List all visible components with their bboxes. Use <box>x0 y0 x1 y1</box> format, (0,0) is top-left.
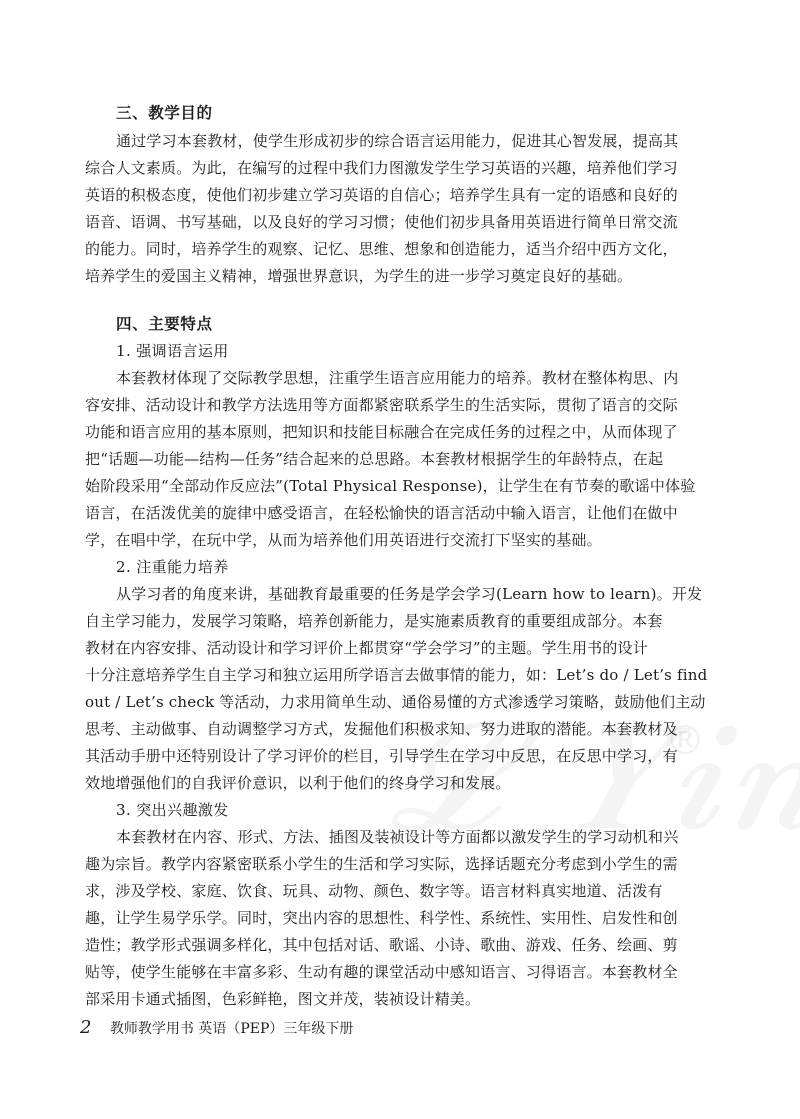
paragraph-line: 语言，在活泼优美的旋律中感受语言，在轻松愉快的语言活动中输入语言，让他们在做中 <box>85 504 678 522</box>
paragraph-line: 求，涉及学校、家庭、饮食、玩具、动物、颜色、数字等。语言材料真实地道、活泼有 <box>85 882 663 900</box>
paragraph-line: 十分注意培养学生自主学习和独立运用所学语言去做事情的能力，如：Let’s do / Let’s find <box>85 666 708 684</box>
page-footer <box>80 1018 353 1039</box>
subheading-language-use: 1. 强调语言运用 <box>116 342 229 360</box>
paragraph-line: 造性；教学形式强调多样化，其中包括对话、歌谣、小诗、歌曲、游戏、任务、绘画、剪 <box>85 936 678 954</box>
paragraph-line: 教材在内容安排、活动设计和学习评价上都贯穿“学会学习”的主题。学生用书的设计 <box>85 639 648 657</box>
paragraph-line: 始阶段采用“全部动作反应法”(Total Physical Response)，让学生在有节奏的歌谣中体验 <box>85 477 696 495</box>
book-title: 教师教学用书 英语（PEP）三年级下册 <box>109 1021 354 1037</box>
paragraph-line: 容安排、活动设计和教学方法选用等方面都紧密联系学生的生活实际，贯彻了语言的交际 <box>85 396 678 414</box>
paragraph-line: 综合人文素质。为此，在编写的过程中我们力图激发学生学习英语的兴趣，培养他们学习 <box>85 159 678 177</box>
paragraph-line: 培养学生的爱国主义精神，增强世界意识，为学生的进一步学习奠定良好的基础。 <box>85 267 633 285</box>
paragraph-line: 把“话题—功能—结构—任务”结合起来的总思路。本套教材根据学生的年龄特点，在起 <box>85 450 664 468</box>
section-heading-features: 四、主要特点 <box>116 315 213 333</box>
paragraph-line: 学，在唱中学，在玩中学，从而为培养他们用英语进行交流打下坚实的基础。 <box>85 531 602 549</box>
watermark-registered-mark: ® <box>665 718 705 764</box>
paragraph-line: out / Let’s check 等活动，力求用简单生动、通俗易懂的方式渗透学习策略，鼓励他们主动 <box>85 693 706 711</box>
paragraph-line: 其活动手册中还特别设计了学习评价的栏目，引导学生在学习中反思，在反思中学习，有 <box>85 747 678 765</box>
paragraph-line: 语音、语调、书写基础，以及良好的学习习惯；使他们初步具备用英语进行简单日常交流 <box>85 213 678 231</box>
subheading-interest: 3. 突出兴趣激发 <box>116 801 229 819</box>
paragraph-line: 效地增强他们的自我评价意识，以利于他们的终身学习和发展。 <box>85 774 511 792</box>
page-number: 2 <box>80 1017 92 1038</box>
paragraph-line: 趣为宗旨。教学内容紧密联系小学生的生活和学习实际，选择话题充分考虑到小学生的需 <box>85 855 678 873</box>
paragraph-line: 通过学习本套教材，使学生形成初步的综合语言运用能力，促进其心智发展，提高其 <box>116 132 679 150</box>
paragraph-line: 从学习者的角度来讲，基础教育最重要的任务是学会学习(Learn how to learn)。开发 <box>116 585 703 603</box>
paragraph-line: 趣，让学生易学乐学。同时，突出内容的思想性、科学性、系统性、实用性、启发性和创 <box>85 909 678 927</box>
paragraph-line: 思考、主动做事、自动调整学习方式，发掘他们积极求知、努力进取的潜能。本套教材及 <box>85 720 678 738</box>
paragraph-line: 自主学习能力，发展学习策略，培养创新能力，是实施素质教育的重要组成部分。本套 <box>85 612 663 630</box>
paragraph-line: 本套教材在内容、形式、方法、插图及装祯设计等方面都以激发学生的学习动机和兴 <box>116 828 679 846</box>
paragraph-line: 本套教材体现了交际教学思想，注重学生语言应用能力的培养。教材在整体构思、内 <box>116 369 679 387</box>
paragraph-line: 部采用卡通式插图，色彩鲜艳，图文并茂，装祯设计精美。 <box>85 990 481 1008</box>
section-heading-objectives: 三、教学目的 <box>116 104 213 122</box>
paragraph-line: 功能和语言应用的基本原则，把知识和技能目标融合在完成任务的过程之中，从而体现了 <box>85 423 678 441</box>
subheading-ability: 2. 注重能力培养 <box>116 558 229 576</box>
paragraph-line: 英语的积极态度，使他们初步建立学习英语的自信心；培养学生具有一定的语感和良好的 <box>85 186 678 204</box>
paragraph-line: 贴等，使学生能够在丰富多彩、生动有趣的课堂活动中感知语言、习得语言。本套教材全 <box>85 963 678 981</box>
paragraph-line: 的能力。同时，培养学生的观察、记忆、思维、想象和创造能力，适当介绍中西方文化， <box>85 240 678 258</box>
